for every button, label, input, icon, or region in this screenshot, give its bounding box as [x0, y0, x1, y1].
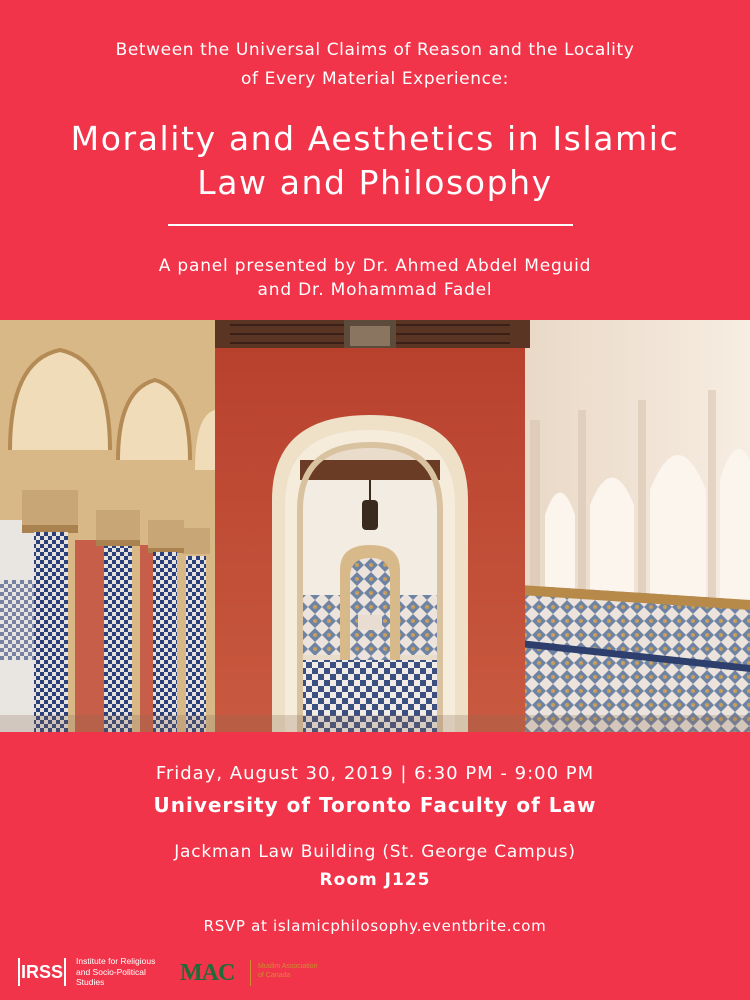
title-line-1: Morality and Aesthetics in Islamic — [70, 119, 680, 158]
irss-logo: IRSS — [18, 958, 66, 986]
sponsor-logos — [18, 954, 378, 994]
rsvp-link[interactable]: RSVP at islamicphilosophy.eventbrite.com — [203, 917, 547, 935]
event-details-section — [0, 732, 750, 1000]
presenters-line-2: and Dr. Mohammad Fadel — [257, 280, 493, 300]
mac-logo-text — [258, 962, 348, 980]
title-divider — [168, 224, 573, 226]
courtyard-photo — [0, 320, 750, 740]
title-line-2: Law and Philosophy — [197, 163, 553, 202]
subtitle-line-1: Between the Universal Claims of Reason and the Locality — [115, 40, 635, 60]
event-title — [0, 117, 750, 205]
presenters-line-1: A panel presented by Dr. Ahmed Abdel Meguid — [158, 256, 592, 276]
event-date-time: Friday, August 30, 2019 | 6:30 PM - 9:00 PM — [155, 763, 595, 784]
mac-text-line-1: Muslim Association — [258, 963, 318, 970]
irss-text-line-2: and Socio-Political — [76, 966, 146, 977]
irss-logo-text — [76, 956, 186, 988]
mac-logo: MAC — [180, 960, 235, 986]
mac-logo-separator — [250, 960, 251, 986]
irss-text-line-3: Studies — [76, 977, 105, 987]
event-building: Jackman Law Building (St. George Campus) — [174, 842, 576, 862]
event-venue: University of Toronto Faculty of Law — [153, 793, 597, 817]
mac-text-line-2: of Canada — [258, 972, 291, 979]
presenters — [0, 254, 750, 302]
event-subtitle — [0, 36, 750, 94]
header-section — [0, 0, 750, 320]
courtyard-illustration — [0, 320, 750, 740]
subtitle-line-2: of Every Material Experience: — [241, 69, 509, 89]
event-room: Room J125 — [319, 870, 431, 890]
irss-text-line-1: Institute for Religious — [76, 956, 156, 966]
